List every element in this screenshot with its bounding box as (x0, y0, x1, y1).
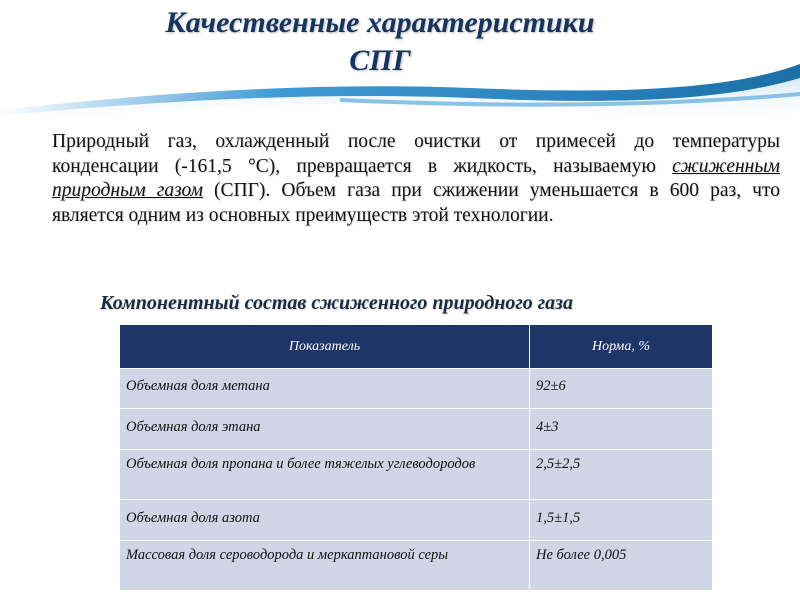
row-indicator: Объемная доля пропана и более тяжелых углеводородов (120, 450, 530, 500)
header-indicator: Показатель (120, 325, 530, 369)
header-norm: Норма, % (530, 325, 713, 369)
table-row (120, 500, 713, 541)
table-row (120, 541, 713, 591)
row-indicator: Массовая доля сероводорода и меркаптановой серы (120, 541, 530, 591)
description-paragraph (52, 130, 780, 228)
table-caption: Компонентный состав сжиженного природного газа (100, 292, 573, 314)
lng-term: сжиженным природным газом (52, 155, 780, 201)
row-norm: 2,5±2,5 (530, 450, 713, 500)
table-row (120, 409, 713, 450)
row-indicator: Объемная доля этана (120, 409, 530, 450)
row-indicator: Объемная доля азота (120, 500, 530, 541)
composition-table (119, 324, 713, 591)
paragraph-text-part1: Природный газ, охлажденный после очистки от примесей до температуры конденсации (-161,5 °С), превращается в жидкость, называемую (52, 131, 780, 177)
row-norm: Не более 0,005 (530, 541, 713, 591)
row-norm: 4±3 (530, 409, 713, 450)
paragraph-text-part2: (СПГ). Объем газа при сжижении уменьшается в 600 раз, что является одним из основных преимуществ этой технологии. (52, 180, 780, 226)
table-row (120, 450, 713, 500)
table-row (120, 369, 713, 409)
table-header-row (120, 325, 713, 369)
slide-title-line1: Качественные характеристики (165, 6, 595, 39)
row-norm: 1,5±1,5 (530, 500, 713, 541)
slide-title-line2: СПГ (349, 44, 411, 77)
slide-title (100, 4, 660, 80)
row-norm: 92±6 (530, 369, 713, 409)
row-indicator: Объемная доля метана (120, 369, 530, 409)
